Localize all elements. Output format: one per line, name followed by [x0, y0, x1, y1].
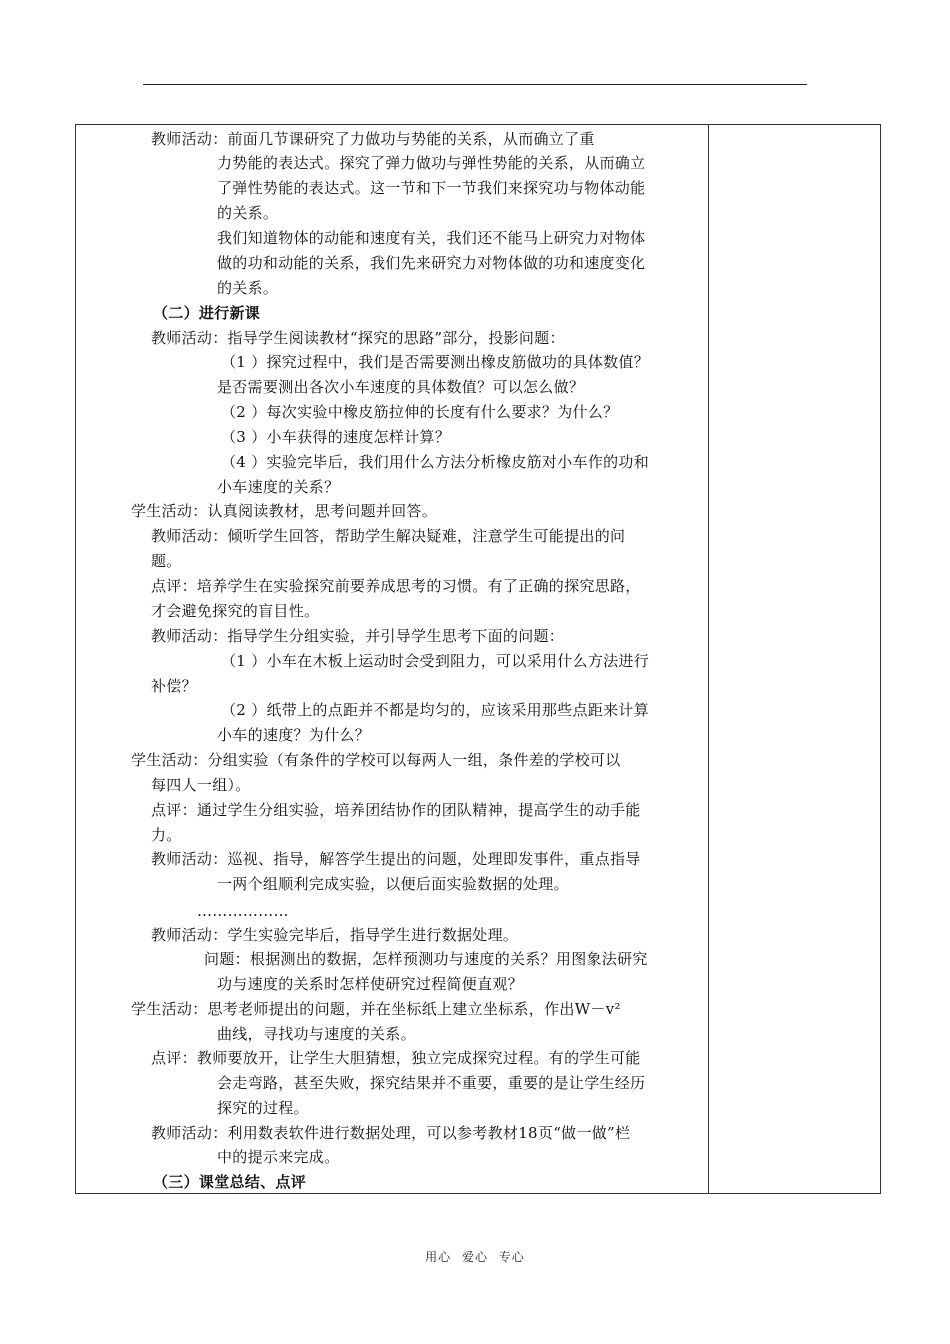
text-line: 小车速度的关系？ — [217, 478, 340, 496]
text-line: （2 ）每次实验中橡皮筋拉伸的长度有什么要求？为什么？ — [221, 403, 619, 421]
text-line: 了弹性势能的表达式。这一节和下一节我们来探究功与物体动能 — [217, 179, 646, 197]
text-line: 一两个组顺利完成实验，以便后面实验数据的处理。 — [217, 875, 569, 893]
text-line: 做的功和动能的关系，我们先来研究力对物体做的功和速度变化 — [217, 254, 646, 272]
text-line: 小车的速度？为什么？ — [217, 726, 371, 744]
text-line: 教师活动：倾听学生回答，帮助学生解决疑难，注意学生可能提出的问 — [151, 527, 626, 545]
section-heading: （三）课堂总结、点评 — [153, 1173, 307, 1191]
text-line: 教师活动：学生实验完毕后，指导学生进行数据处理。 — [151, 926, 519, 944]
text-line: 探究的过程。 — [217, 1099, 309, 1117]
text-line: 功与速度的关系时怎样使研究过程简便直观？ — [217, 975, 524, 993]
text-line: 点评：教师要放开，让学生大胆猜想，独立完成探究过程。有的学生可能 — [151, 1049, 641, 1067]
text-line: 曲线，寻找功与速度的关系。 — [217, 1025, 416, 1043]
text-line: 点评：培养学生在实验探究前要养成思考的习惯。有了正确的探究思路， — [151, 577, 641, 595]
text-line: 学生活动：分组实验（有条件的学校可以每两人一组，条件差的学校可以 — [131, 751, 621, 769]
text-line: 是否需要测出各次小车速度的具体数值？可以怎么做？ — [217, 378, 585, 396]
section-heading: （二）进行新课 — [153, 304, 261, 322]
text-line: 学生活动：思考老师提出的问题，并在坐标纸上建立坐标系，作出W－v² — [131, 1000, 621, 1018]
text-line: （3 ）小车获得的速度怎样计算？ — [221, 428, 451, 446]
lesson-table — [75, 124, 881, 1194]
text-line: 题。 — [151, 552, 182, 570]
text-line: 教师活动：巡视、指导，解答学生提出的问题，处理即发事件，重点指导 — [151, 850, 641, 868]
activity-column — [76, 125, 708, 1193]
text-line: 学生活动：认真阅读教材，思考问题并回答。 — [131, 502, 438, 520]
ellipsis-line: ……………… — [197, 902, 289, 920]
text-line: 会走弯路，甚至失败，探究结果并不重要，重要的是让学生经历 — [217, 1074, 646, 1092]
text-line: 我们知道物体的动能和速度有关，我们还不能马上研究力对物体 — [217, 229, 646, 247]
text-line: 的关系。 — [217, 204, 279, 222]
text-line: 力势能的表达式。探究了弹力做功与弹性势能的关系，从而确立 — [217, 154, 646, 172]
header-rule — [143, 84, 807, 85]
text-line: 才会避免探究的盲目性。 — [151, 602, 320, 620]
text-line: 力。 — [151, 826, 182, 844]
page-footer: 用心 爱心 专心 — [425, 1250, 525, 1264]
text-line: （1 ）小车在木板上运动时会受到阻力，可以采用什么方法进行 — [221, 652, 650, 670]
text-line: 点评：通过学生分组实验，培养团结协作的团队精神，提高学生的动手能 — [151, 801, 641, 819]
text-line: （1 ）探究过程中，我们是否需要测出橡皮筋做功的具体数值？ — [221, 353, 650, 371]
text-line: （2 ）纸带上的点距并不都是均匀的，应该采用那些点距来计算 — [221, 701, 650, 719]
text-line: 每四人一组）。 — [151, 776, 251, 794]
text-line: （4 ）实验完毕后，我们用什么方法分析橡皮筋对小车作的功和 — [221, 453, 650, 471]
text-line: 教师活动：指导学生分组实验，并引导学生思考下面的问题： — [151, 627, 565, 645]
text-line: 教师活动：指导学生阅读教材“探究的思路”部分，投影问题： — [151, 329, 565, 347]
column-divider — [708, 125, 709, 1193]
text-line: 补偿？ — [151, 677, 197, 695]
text-line: 的关系。 — [217, 279, 279, 297]
text-line: 教师活动：前面几节课研究了力做功与势能的关系，从而确立了重 — [151, 130, 595, 148]
text-line: 教师活动：利用数表软件进行数据处理，可以参考教材18页“做一做”栏 — [151, 1124, 631, 1142]
text-line: 中的提示来完成。 — [217, 1148, 340, 1166]
text-line: 问题：根据测出的数据，怎样预测功与速度的关系？用图象法研究 — [204, 950, 648, 968]
